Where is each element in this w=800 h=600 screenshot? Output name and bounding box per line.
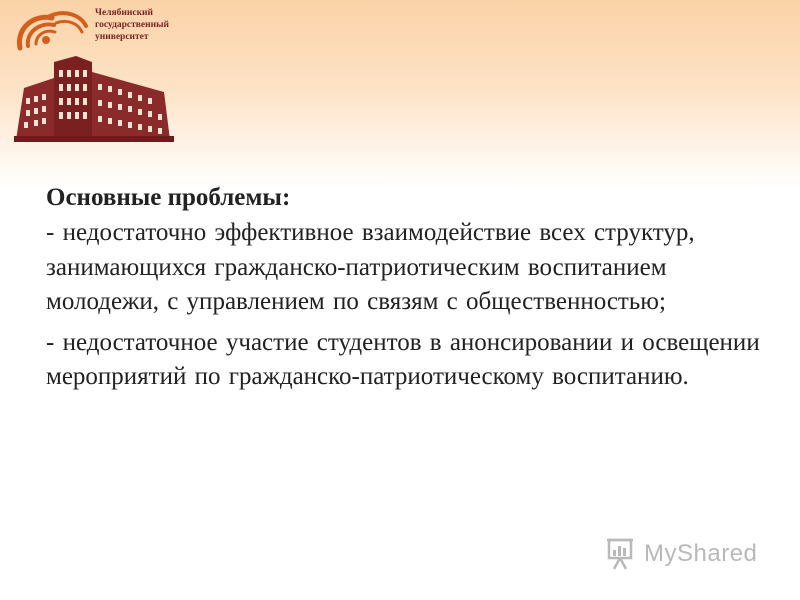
university-name-line: университет (95, 32, 149, 42)
watermark-text: MyShared (644, 540, 758, 567)
university-name (95, 7, 205, 43)
university-building-image (14, 48, 174, 144)
myshared-watermark (606, 536, 766, 572)
problem-paragraph: - недостаточное участие студентов в анонсировании и освещении мероприятий по гражданско-патриотическому воспитанию. (46, 328, 760, 390)
presentation-board-icon (606, 536, 640, 572)
university-name-line: государственный (95, 20, 169, 30)
problem-paragraph: - недостаточно эффективное взаимодействие всех структур, занимающихся гражданско-патриотическим воспитанием молодежи, с управлением по связям с общественностью; (46, 219, 695, 315)
slide-heading: Основные проблемы: (46, 184, 291, 211)
slide-content (46, 182, 761, 401)
university-name-line: Челябинский (95, 8, 153, 18)
